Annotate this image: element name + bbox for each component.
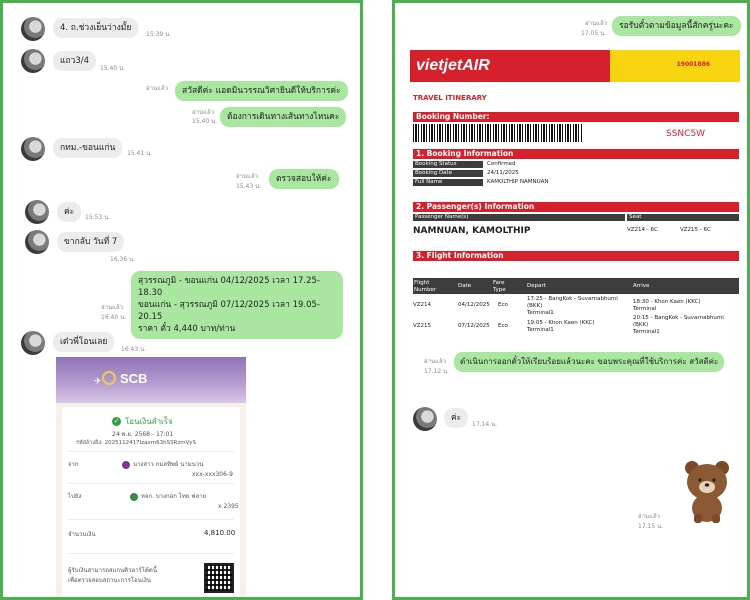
- amount-label: จำนวนเงิน: [68, 531, 96, 538]
- message-time: 16.40 น.: [101, 314, 127, 321]
- bank-icon: [130, 493, 138, 501]
- flight-depart: 19:05 - Khon Kaen (KKC): [527, 320, 595, 326]
- flight-fare: Eco: [498, 302, 508, 308]
- vietjet-logo: vietjetAIR: [416, 57, 490, 74]
- flight-info-header: 3. Flight Information: [413, 251, 739, 261]
- booking-info-header: 1. Booking Information: [413, 149, 739, 159]
- slip-note: ผู้รับเงินสามารถสแกนคิวอาร์โค้ดนี้: [68, 567, 157, 574]
- flight-depart: Terminal1: [527, 327, 554, 333]
- read-receipt: อ่านแล้ว: [236, 173, 258, 180]
- booking-date-value: 24/11/2025: [487, 170, 519, 176]
- scb-logo-icon: [102, 371, 116, 385]
- flight-fare: Eco: [498, 323, 508, 329]
- message-bubble[interactable]: ต้องการเดินทางเส้นทางไหนคะ: [220, 107, 346, 127]
- booking-status-label: Booking Status: [413, 161, 483, 168]
- seat-value: VZ214 - 6C: [627, 227, 658, 233]
- booking-number-header: Booking Number:: [413, 112, 739, 122]
- slip-datetime: 24 พ.ย. 2568 - 17:01: [112, 431, 174, 438]
- full-name-value: KAMOLTHIP NAMNUAN: [487, 179, 549, 185]
- message-bubble[interactable]: 4. ถ.ช่วงเย็นว่างมั้ย: [53, 18, 138, 38]
- status-row: [112, 415, 173, 428]
- barcode-icon: [413, 124, 583, 142]
- message-time: 15.41 น.: [127, 150, 153, 157]
- message-time: 15.40 น.: [192, 118, 218, 125]
- bird-icon: ✈: [94, 377, 102, 387]
- message-time: 15.40 น.: [100, 65, 126, 72]
- brown-bear-sticker[interactable]: [682, 458, 732, 524]
- to-name: หจก. บางกอก ไทย ฟลาย: [130, 491, 206, 501]
- read-receipt: อ่านแล้ว: [585, 20, 607, 27]
- customer-avatar[interactable]: [21, 331, 45, 355]
- message-time: 15.43 น.: [236, 183, 262, 190]
- from-label: จาก: [68, 461, 79, 468]
- from-account: xxx-xxx306-9: [192, 471, 233, 478]
- flight-date: 04/12/2025: [458, 302, 490, 308]
- itinerary-image[interactable]: [410, 50, 740, 346]
- slip-ref: รหัสอ้างอิง: 2025112417Izaxm63hSSRzmVyS: [76, 440, 196, 446]
- flight-depart: (BKK): [527, 303, 543, 309]
- message-time: 16.43 น.: [121, 346, 147, 353]
- flight-arrive: (BKK): [633, 322, 649, 328]
- to-label: ไปยัง: [68, 493, 82, 500]
- read-receipt: อ่านแล้ว: [424, 358, 446, 365]
- divider: [68, 483, 234, 484]
- passenger-column-header: Passenger Name(s): [413, 214, 625, 221]
- flight-arrive: Terminal: [633, 306, 657, 312]
- qr-code-icon: [204, 563, 234, 593]
- message-bubble[interactable]: [131, 271, 343, 339]
- flight-column-header: Arrive: [633, 283, 650, 289]
- read-receipt: อ่านแล้ว: [192, 109, 214, 116]
- flight-column-header: Date: [458, 283, 472, 289]
- message-time: 17.12 น.: [424, 368, 450, 375]
- slip-note: เพื่อตรวจสอบสถานะการโอนเงิน: [68, 577, 151, 584]
- passenger-name: NAMNUAN, KAMOLTHIP: [413, 226, 531, 236]
- message-bubble[interactable]: ค่ะ: [57, 202, 81, 222]
- message-time: 17.15 น.: [638, 523, 664, 530]
- chat-panel-right[interactable]: [392, 0, 750, 600]
- message-time: 15.39 น.: [146, 31, 172, 38]
- read-receipt: อ่านแล้ว: [101, 304, 123, 311]
- message-time: 16.36 น.: [110, 256, 136, 263]
- message-line: สุวรรณภูมิ - ขอนแก่น 04/12/2025 เวลา 17.25-18.30: [138, 276, 320, 298]
- flight-arrive: 18:30 - Khon Kaen (KKC): [633, 299, 701, 305]
- message-line: ราคา ตั๋ว 4,440 บาท/ท่าน: [138, 324, 236, 334]
- message-bubble[interactable]: แถว3/4: [53, 51, 96, 71]
- itinerary-title: TRAVEL ITINERARY: [413, 94, 487, 102]
- message-bubble[interactable]: ขากลับ วันที่ 7: [57, 232, 124, 252]
- from-name: นางสาว กมลทิพย์ นามนวน: [122, 459, 203, 469]
- slip-card: [62, 407, 240, 600]
- flight-arrive: Terminal1: [633, 329, 660, 335]
- flight-column-header: Fare Type: [493, 280, 506, 293]
- flight-date: 07/12/2025: [458, 323, 490, 329]
- hotline: 19001886: [676, 61, 710, 68]
- check-icon: ✓: [113, 417, 120, 425]
- divider: [68, 553, 234, 554]
- message-bubble[interactable]: ค่ะ: [444, 408, 468, 428]
- customer-avatar[interactable]: [413, 407, 437, 431]
- vietjet-banner: [410, 50, 740, 82]
- full-name-label: Full Name: [413, 179, 483, 186]
- message-bubble[interactable]: รอรับตั๋วตามข้อมูลนี้สักครู่นะคะ: [612, 16, 741, 36]
- flight-number: VZ215: [413, 323, 432, 329]
- customer-avatar[interactable]: [21, 17, 45, 41]
- divider: [68, 451, 234, 452]
- flight-column-header: Depart: [527, 283, 546, 289]
- flight-arrive: 20:15 - BangKok - Suvarnabhumi: [633, 315, 724, 321]
- message-bubble[interactable]: เด๋วพี่โอนเลย: [53, 332, 114, 352]
- message-line: ขอนแก่น - สุวรรณภูมิ 07/12/2025 เวลา 19.05-20.15: [138, 300, 320, 322]
- flight-depart: 17:25 - BangKok - Suvarnabhumi: [527, 296, 618, 302]
- customer-avatar[interactable]: [21, 137, 45, 161]
- booking-date-label: Booking Date: [413, 170, 483, 177]
- status-text: โอนเงินสำเร็จ: [125, 417, 173, 426]
- flight-column-header: Flight Number: [414, 280, 437, 293]
- booking-status-value: Confirmed: [487, 161, 516, 167]
- customer-avatar[interactable]: [25, 230, 49, 254]
- customer-avatar[interactable]: [21, 49, 45, 73]
- banner-stripe: [610, 50, 740, 82]
- to-account: x 2395: [218, 503, 239, 510]
- bank-name: SCB: [120, 371, 148, 386]
- message-bubble[interactable]: กทม.-ขอนแก่น: [53, 138, 122, 158]
- message-bubble[interactable]: ดำเนินการออกตั๋วให้เรียบร้อยแล้วนะคะ ขอบพระคุณที่ใช้บริการค่ะ สวัสดีค่ะ: [454, 352, 724, 372]
- transfer-slip-image[interactable]: [56, 357, 246, 600]
- chat-panel-left[interactable]: [0, 0, 363, 600]
- read-receipt: อ่านแล้ว: [638, 513, 660, 520]
- message-time: 15.53 น.: [85, 214, 111, 221]
- divider: [68, 519, 234, 520]
- seat-column-header: Seat: [627, 214, 739, 221]
- flight-number: VZ214: [413, 302, 432, 308]
- bank-icon: [122, 461, 130, 469]
- read-receipt: อ่านแล้ว: [146, 85, 168, 92]
- amount-value: 4,810.00: [204, 529, 236, 537]
- slip-header: [56, 357, 246, 403]
- seat-value: VZ215 - 6C: [680, 227, 711, 233]
- passenger-info-header: 2. Passenger(s) Information: [413, 202, 739, 212]
- customer-avatar[interactable]: [25, 200, 49, 224]
- booking-code: SSNC5W: [666, 129, 706, 139]
- message-bubble[interactable]: ตรวจสอบให้ค่ะ: [269, 169, 339, 189]
- message-time: 17.14 น.: [472, 421, 498, 428]
- message-time: 17.05 น.: [581, 30, 607, 37]
- message-bubble[interactable]: สวัสดีค่ะ แอดมินวรรณวิศายินดีให้บริการค่ะ: [175, 81, 348, 101]
- flight-depart: Terminal1: [527, 310, 554, 316]
